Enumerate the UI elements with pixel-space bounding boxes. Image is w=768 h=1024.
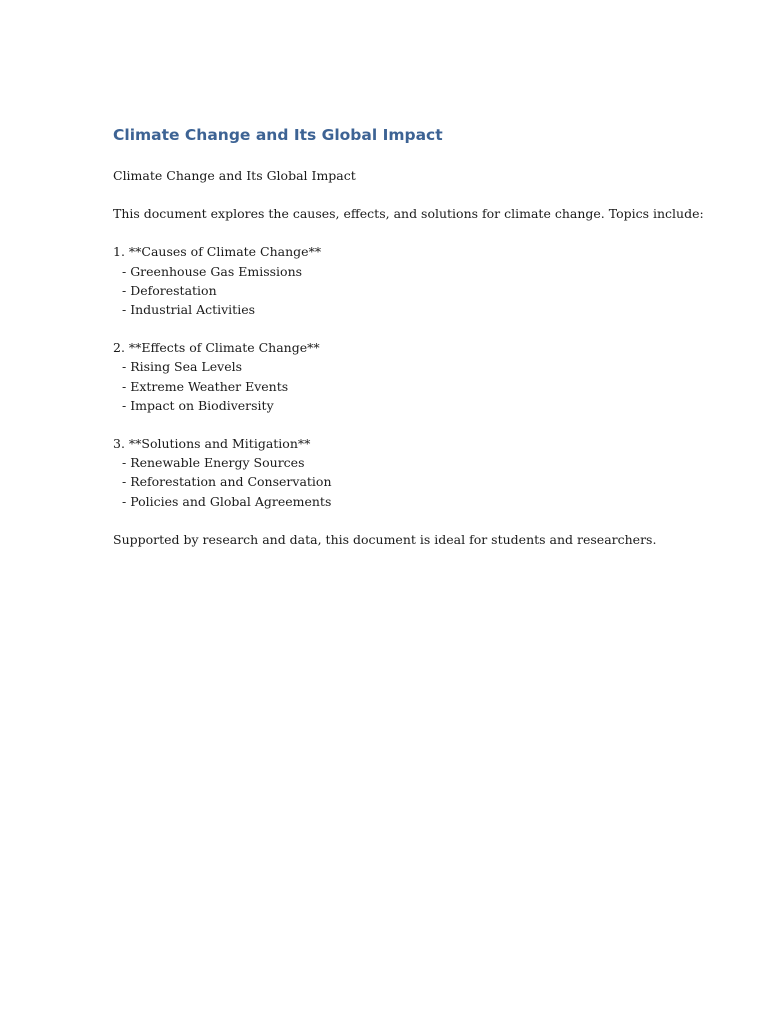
list-item: - Industrial Activities bbox=[122, 302, 256, 318]
list-item: - Rising Sea Levels bbox=[122, 359, 243, 375]
section-effects bbox=[113, 338, 713, 415]
list-item: - Policies and Global Agreements bbox=[122, 493, 332, 509]
list-item: - Renewable Energy Sources bbox=[122, 455, 305, 471]
section-heading: 3. **Solutions and Mitigation** bbox=[113, 436, 311, 452]
list-item: - Impact on Biodiversity bbox=[122, 397, 274, 413]
list-item: - Reforestation and Conservation bbox=[122, 474, 332, 490]
list-item: - Deforestation bbox=[122, 282, 217, 298]
intro-paragraph: This document explores the causes, effects, and solutions for climate change. Topics include: bbox=[113, 206, 704, 222]
section-causes bbox=[113, 242, 713, 319]
list-item: - Extreme Weather Events bbox=[122, 378, 289, 394]
section-heading: 2. **Effects of Climate Change** bbox=[113, 340, 320, 356]
closing-paragraph: Supported by research and data, this document is ideal for students and researchers. bbox=[113, 531, 657, 547]
document-body bbox=[113, 124, 713, 568]
document-title: Climate Change and Its Global Impact bbox=[113, 126, 443, 144]
section-heading: 1. **Causes of Climate Change** bbox=[113, 244, 322, 260]
subtitle-line: Climate Change and Its Global Impact bbox=[113, 168, 356, 183]
list-item: - Greenhouse Gas Emissions bbox=[122, 263, 303, 279]
section-solutions bbox=[113, 434, 713, 511]
